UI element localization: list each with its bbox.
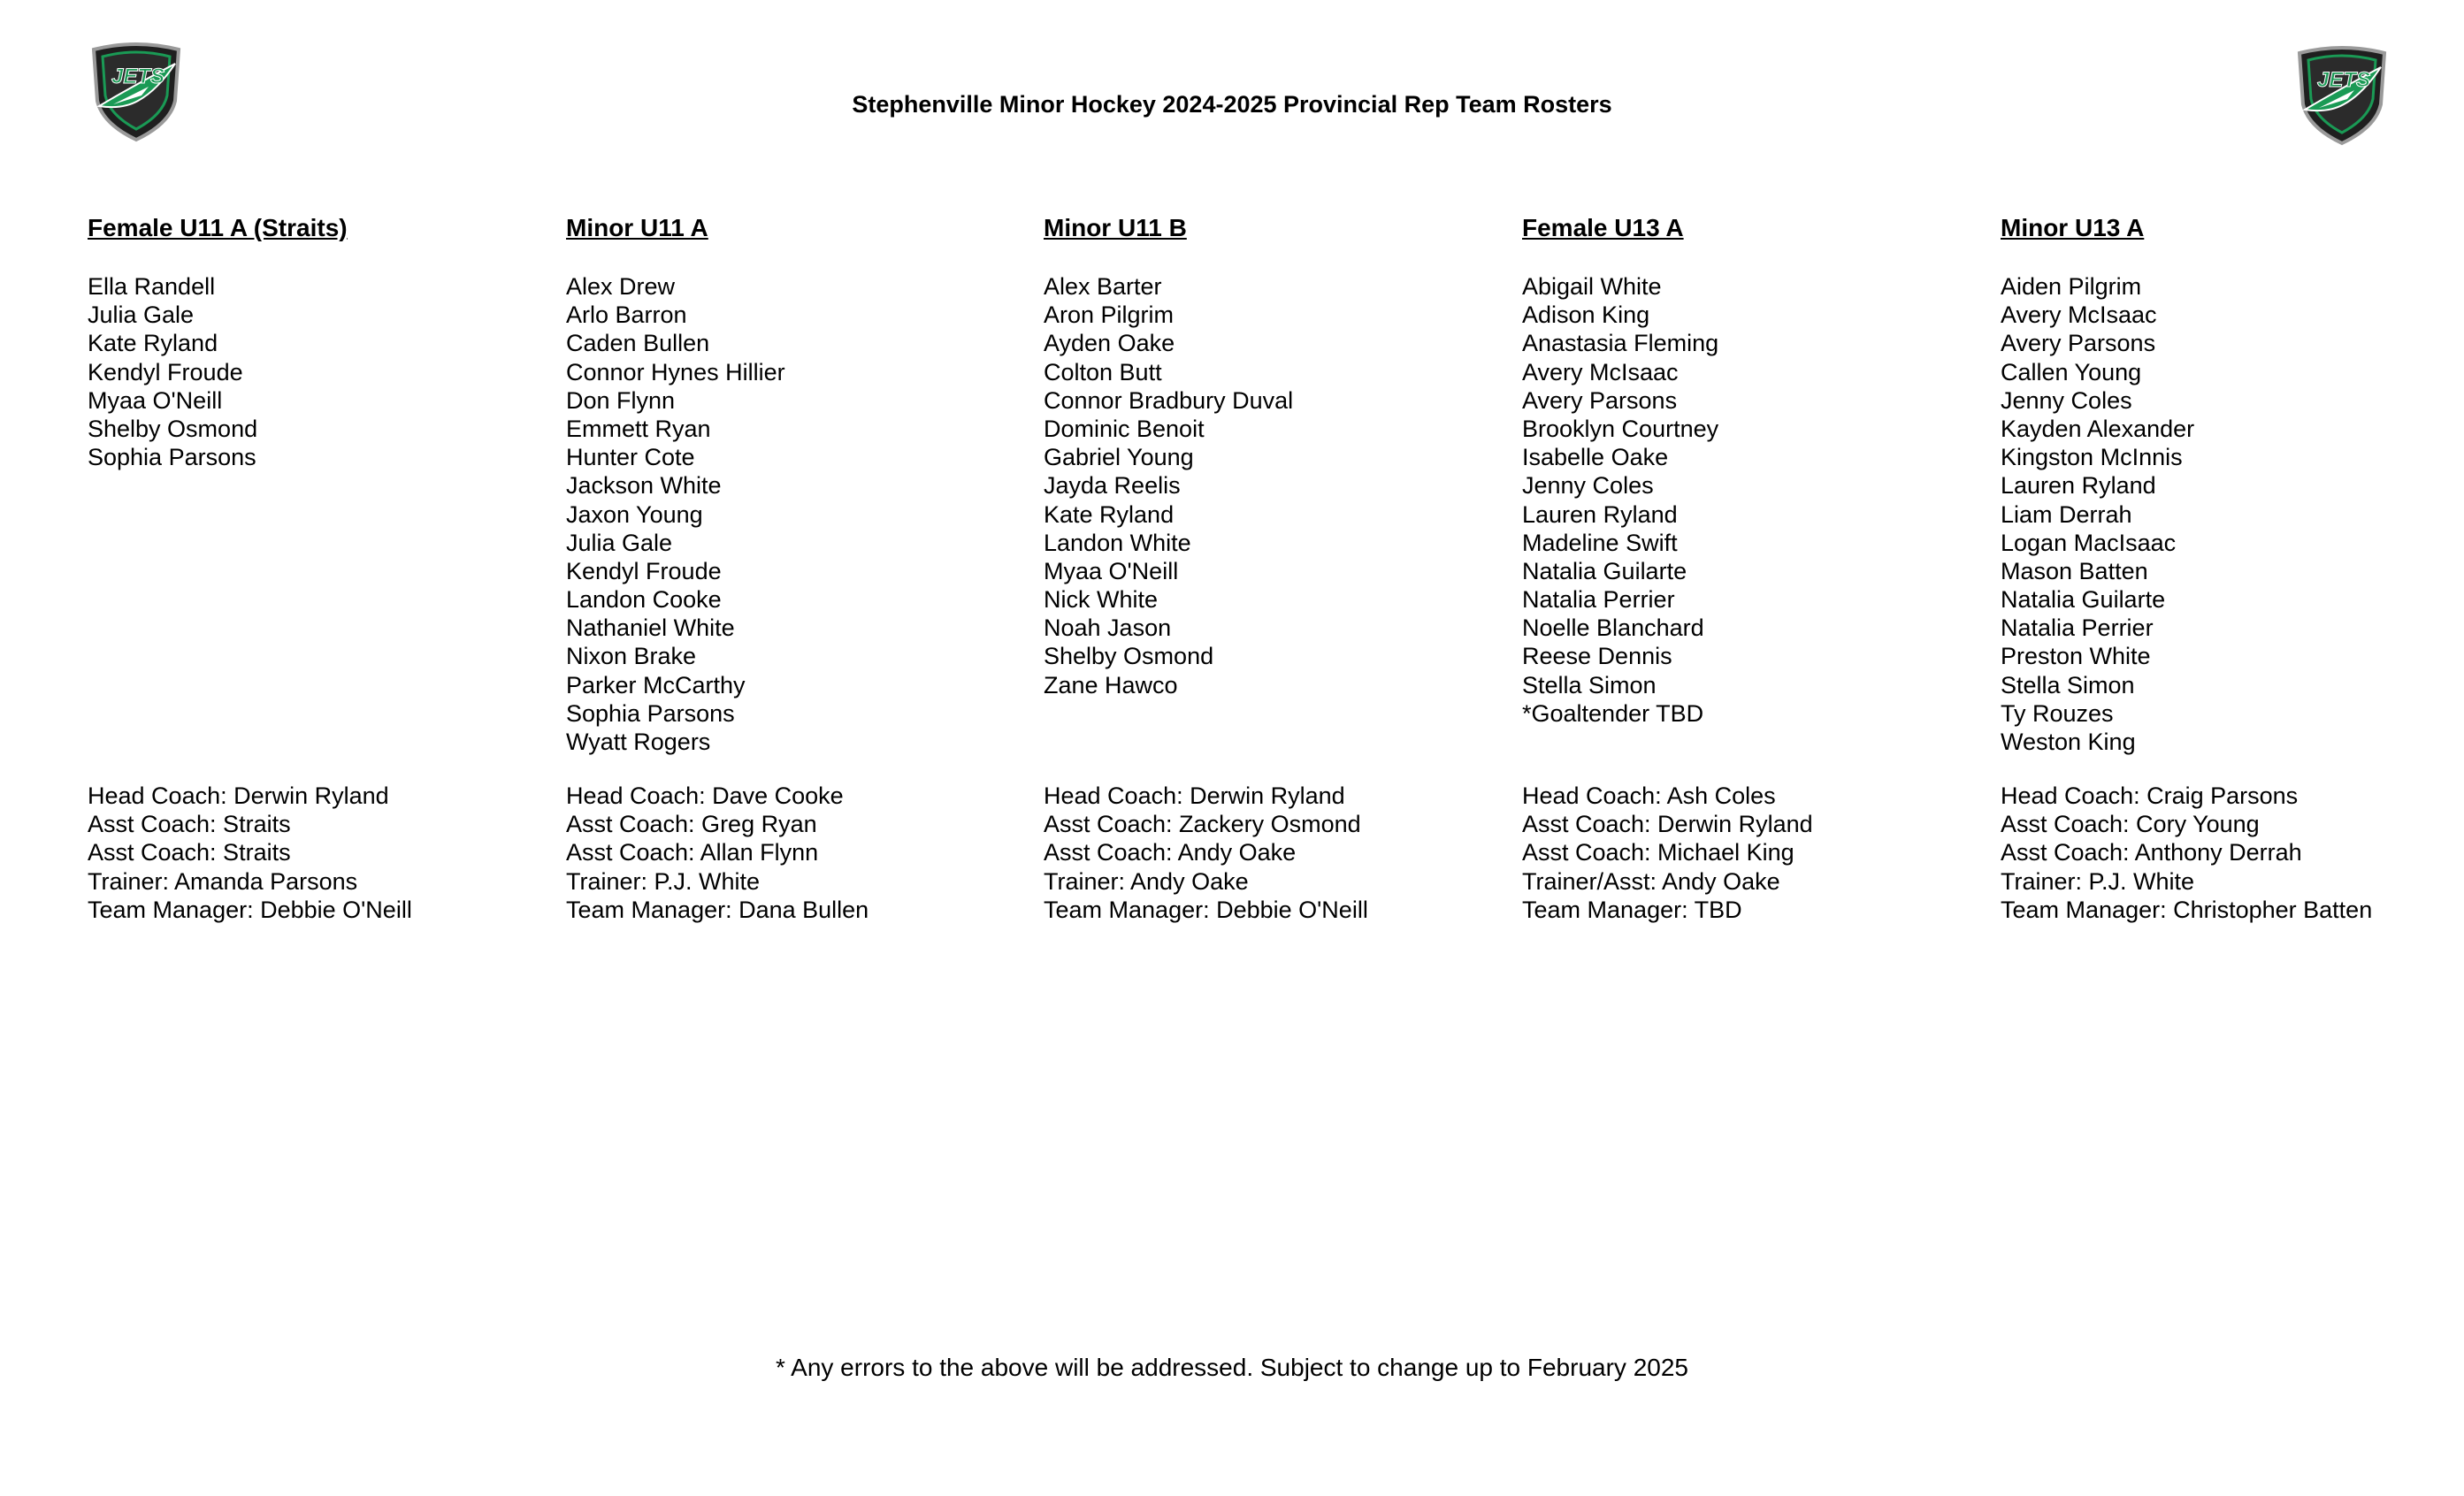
player-name: Shelby Osmond — [1044, 643, 1214, 670]
player-name: Lauren Ryland — [2001, 472, 2156, 500]
player-name: Connor Bradbury Duval — [1044, 386, 1294, 414]
staff-entry: Team Manager: TBD — [1522, 896, 1742, 923]
player-name: Reese Dennis — [1522, 643, 1672, 670]
player-name: Natalia Perrier — [2001, 614, 2154, 642]
player-name: Jenny Coles — [2001, 386, 2132, 414]
player-name: Liam Derrah — [2001, 500, 2132, 528]
player-name: Jenny Coles — [1522, 472, 1654, 500]
player-name: Avery Parsons — [1522, 386, 1678, 414]
player-name: Wyatt Rogers — [566, 729, 711, 755]
player-name: Mason Batten — [2001, 557, 2148, 584]
player-name: Kendyl Froude — [88, 358, 243, 385]
player-name: Abigail White — [1522, 273, 1662, 300]
player-name: Anastasia Fleming — [1522, 330, 1719, 357]
player-name: Brooklyn Courtney — [1522, 415, 1719, 442]
staff-entry: Asst Coach: Straits — [88, 811, 291, 838]
player-name: Logan MacIsaac — [2001, 529, 2177, 556]
team-column — [1044, 214, 1504, 923]
team-heading: Female U11 A (Straits) — [88, 214, 348, 241]
player-name: Sophia Parsons — [566, 699, 735, 727]
staff-entry: Trainer/Asst: Andy Oake — [1522, 867, 1780, 895]
player-name: Stella Simon — [1522, 671, 1657, 698]
staff-entry: Head Coach: Ash Coles — [1522, 782, 1776, 809]
player-list — [1044, 272, 1293, 699]
player-name: Kayden Alexander — [2001, 415, 2195, 442]
player-name: Dominic Benoit — [1044, 415, 1205, 442]
player-name: Julia Gale — [566, 529, 673, 556]
staff-list — [1522, 782, 1813, 924]
player-name: Isabelle Oake — [1522, 444, 1669, 471]
player-name: Kingston McInnis — [2001, 444, 2183, 471]
staff-entry: Asst Coach: Michael King — [1522, 839, 1794, 866]
staff-entry: Team Manager: Debbie O'Neill — [1044, 896, 1368, 923]
page-title: Stephenville Minor Hockey 2024-2025 Provincial Rep Team Rosters — [852, 91, 1612, 118]
team-column — [2001, 214, 2460, 923]
player-name: Myaa O'Neill — [1044, 557, 1179, 584]
player-name: Jayda Reelis — [1044, 472, 1181, 500]
player-name: Stella Simon — [2001, 671, 2135, 698]
player-name: Natalia Guilarte — [2001, 586, 2166, 614]
staff-entry: Trainer: P.J. White — [2001, 867, 2195, 895]
player-name: Callen Young — [2001, 358, 2142, 385]
player-name: Arlo Barron — [566, 301, 687, 329]
staff-entry: Asst Coach: Allan Flynn — [566, 839, 819, 866]
player-list — [1522, 272, 1718, 728]
staff-entry: Asst Coach: Straits — [88, 839, 291, 866]
team-heading: Female U13 A — [1522, 214, 1684, 241]
staff-list — [88, 782, 412, 924]
staff-entry: Asst Coach: Zackery Osmond — [1044, 811, 1361, 838]
player-name: Preston White — [2001, 643, 2151, 670]
player-name: Myaa O'Neill — [88, 386, 223, 414]
player-list — [88, 272, 257, 471]
staff-entry: Team Manager: Debbie O'Neill — [88, 896, 412, 923]
player-name: Natalia Perrier — [1522, 586, 1675, 614]
staff-entry: Team Manager: Dana Bullen — [566, 896, 869, 923]
player-name: Ella Randell — [88, 273, 216, 300]
staff-entry: Head Coach: Derwin Ryland — [88, 782, 389, 809]
team-heading: Minor U13 A — [2001, 214, 2145, 241]
player-name: Shelby Osmond — [88, 415, 258, 442]
player-name: Madeline Swift — [1522, 529, 1678, 556]
staff-entry: Trainer: Amanda Parsons — [88, 867, 358, 895]
logo-text: JETS — [111, 65, 165, 88]
player-name: Landon Cooke — [566, 586, 722, 614]
player-name: Alex Drew — [566, 273, 676, 300]
player-name: Noelle Blanchard — [1522, 614, 1704, 642]
player-name: Aiden Pilgrim — [2001, 273, 2142, 300]
player-name: Sophia Parsons — [88, 444, 256, 471]
staff-entry: Team Manager: Christopher Batten — [2001, 896, 2373, 923]
staff-entry: Head Coach: Craig Parsons — [2001, 782, 2299, 809]
player-name: *Goaltender TBD — [1522, 699, 1704, 727]
team-column — [566, 214, 1026, 923]
player-name: Kate Ryland — [1044, 500, 1175, 528]
player-name: Adison King — [1522, 301, 1650, 329]
player-name: Noah Jason — [1044, 614, 1172, 642]
staff-entry: Asst Coach: Cory Young — [2001, 811, 2260, 838]
player-name: Emmett Ryan — [566, 415, 711, 442]
staff-entry: Head Coach: Dave Cooke — [566, 782, 844, 809]
team-heading: Minor U11 B — [1044, 214, 1187, 241]
team-column — [88, 214, 547, 923]
staff-list — [2001, 782, 2372, 924]
player-name: Hunter Cote — [566, 444, 695, 471]
player-name: Colton Butt — [1044, 358, 1162, 385]
staff-entry: Asst Coach: Derwin Ryland — [1522, 811, 1813, 838]
player-name: Connor Hynes Hillier — [566, 358, 785, 385]
player-name: Weston King — [2001, 729, 2136, 755]
staff-list — [566, 782, 869, 924]
staff-list — [1044, 782, 1368, 924]
player-name: Lauren Ryland — [1522, 500, 1678, 528]
player-name: Zane Hawco — [1044, 671, 1178, 698]
player-name: Parker McCarthy — [566, 671, 746, 698]
player-name: Ty Rouzes — [2001, 699, 2114, 727]
player-list — [2001, 272, 2194, 756]
player-name: Caden Bullen — [566, 330, 710, 357]
player-name: Natalia Guilarte — [1522, 557, 1687, 584]
player-name: Julia Gale — [88, 301, 195, 329]
player-name: Avery McIsaac — [2001, 301, 2157, 329]
footnote: * Any errors to the above will be addressed. Subject to change up to February 2025 — [776, 1354, 1688, 1381]
logo-text: JETS — [2316, 68, 2371, 92]
player-name: Nick White — [1044, 586, 1159, 614]
player-name: Kate Ryland — [88, 330, 218, 357]
staff-entry: Head Coach: Derwin Ryland — [1044, 782, 1345, 809]
player-name: Ayden Oake — [1044, 330, 1175, 357]
player-name: Aron Pilgrim — [1044, 301, 1175, 329]
player-name: Gabriel Young — [1044, 444, 1194, 471]
staff-entry: Asst Coach: Andy Oake — [1044, 839, 1297, 866]
team-heading: Minor U11 A — [566, 214, 708, 241]
staff-entry: Asst Coach: Anthony Derrah — [2001, 839, 2302, 866]
player-name: Jackson White — [566, 472, 722, 500]
player-name: Avery McIsaac — [1522, 358, 1679, 385]
player-name: Nixon Brake — [566, 643, 697, 670]
staff-entry: Trainer: Andy Oake — [1044, 867, 1249, 895]
player-list — [566, 272, 785, 756]
player-name: Landon White — [1044, 529, 1191, 556]
player-name: Kendyl Froude — [566, 557, 722, 584]
team-column — [1522, 214, 1982, 923]
player-name: Nathaniel White — [566, 614, 735, 642]
player-name: Alex Barter — [1044, 273, 1162, 300]
staff-entry: Trainer: P.J. White — [566, 867, 761, 895]
player-name: Jaxon Young — [566, 500, 703, 528]
player-name: Don Flynn — [566, 386, 676, 414]
player-name: Avery Parsons — [2001, 330, 2156, 357]
staff-entry: Asst Coach: Greg Ryan — [566, 811, 817, 838]
